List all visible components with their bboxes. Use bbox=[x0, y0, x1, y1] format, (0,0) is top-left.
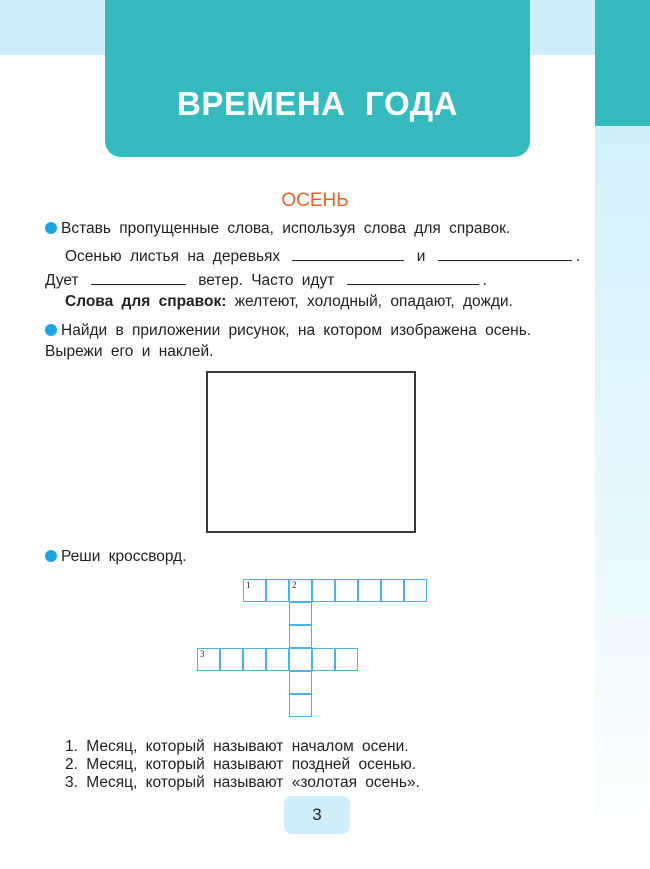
section-title: ОСЕНЬ bbox=[281, 190, 349, 211]
blank-field-2[interactable] bbox=[438, 249, 572, 261]
crossword-cell[interactable] bbox=[312, 648, 335, 671]
crossword-cell[interactable] bbox=[266, 648, 289, 671]
crossword-cell[interactable]: 1 bbox=[243, 579, 266, 602]
task1-line1: Осенью листья на деревьях и . bbox=[65, 248, 581, 265]
crossword-cell[interactable] bbox=[404, 579, 427, 602]
clue-3: 3. Месяц, который называют «золотая осень». bbox=[65, 774, 420, 791]
crossword-cell[interactable] bbox=[289, 648, 312, 671]
clue-2: 2. Месяц, который называют поздней осенью. bbox=[65, 756, 417, 773]
task3-instruction: Реши кроссворд. bbox=[45, 548, 187, 566]
blank-field-3[interactable] bbox=[91, 273, 186, 285]
picture-paste-area[interactable] bbox=[206, 371, 416, 533]
task1-line2: Дует ветер. Часто идут . bbox=[45, 272, 487, 289]
task1-instruction: Вставь пропущенные слова, используя слова для справок. bbox=[45, 220, 510, 238]
blank-field-4[interactable] bbox=[347, 273, 479, 285]
crossword-cell[interactable] bbox=[289, 625, 312, 648]
crossword-cell[interactable] bbox=[266, 579, 289, 602]
crossword-cell[interactable] bbox=[289, 602, 312, 625]
crossword-cell[interactable] bbox=[358, 579, 381, 602]
blank-field-1[interactable] bbox=[292, 249, 404, 261]
task2-instruction-line2: Вырежи его и наклей. bbox=[45, 343, 214, 360]
bullet-icon bbox=[45, 222, 57, 234]
chapter-title: ВРЕМЕНА ГОДА bbox=[176, 85, 459, 122]
crossword-cell[interactable] bbox=[335, 648, 358, 671]
crossword-cell[interactable] bbox=[289, 671, 312, 694]
hint-label: Слова для справок: bbox=[65, 293, 227, 310]
bullet-icon bbox=[45, 550, 57, 562]
crossword-cell[interactable] bbox=[312, 579, 335, 602]
crossword-cell[interactable] bbox=[289, 694, 312, 717]
side-decor-strip bbox=[595, 0, 650, 869]
crossword-cell[interactable]: 3 bbox=[197, 648, 220, 671]
page-number: 3 bbox=[284, 796, 350, 834]
side-decor-strip-top bbox=[595, 0, 650, 126]
task2-instruction-line1: Найди в приложении рисунок, на котором изображена осень. bbox=[45, 322, 531, 340]
chapter-header bbox=[105, 0, 530, 157]
clue-1: 1. Месяц, который называют началом осени. bbox=[65, 738, 409, 755]
task1-hints bbox=[65, 293, 513, 311]
crossword-cell[interactable] bbox=[220, 648, 243, 671]
crossword-cell[interactable]: 2 bbox=[289, 579, 312, 602]
hint-words: желтеют, холодный, опадают, дожди. bbox=[234, 293, 513, 310]
bullet-icon bbox=[45, 324, 57, 336]
crossword-cell[interactable] bbox=[381, 579, 404, 602]
crossword-cell[interactable] bbox=[335, 579, 358, 602]
crossword-cell[interactable] bbox=[243, 648, 266, 671]
